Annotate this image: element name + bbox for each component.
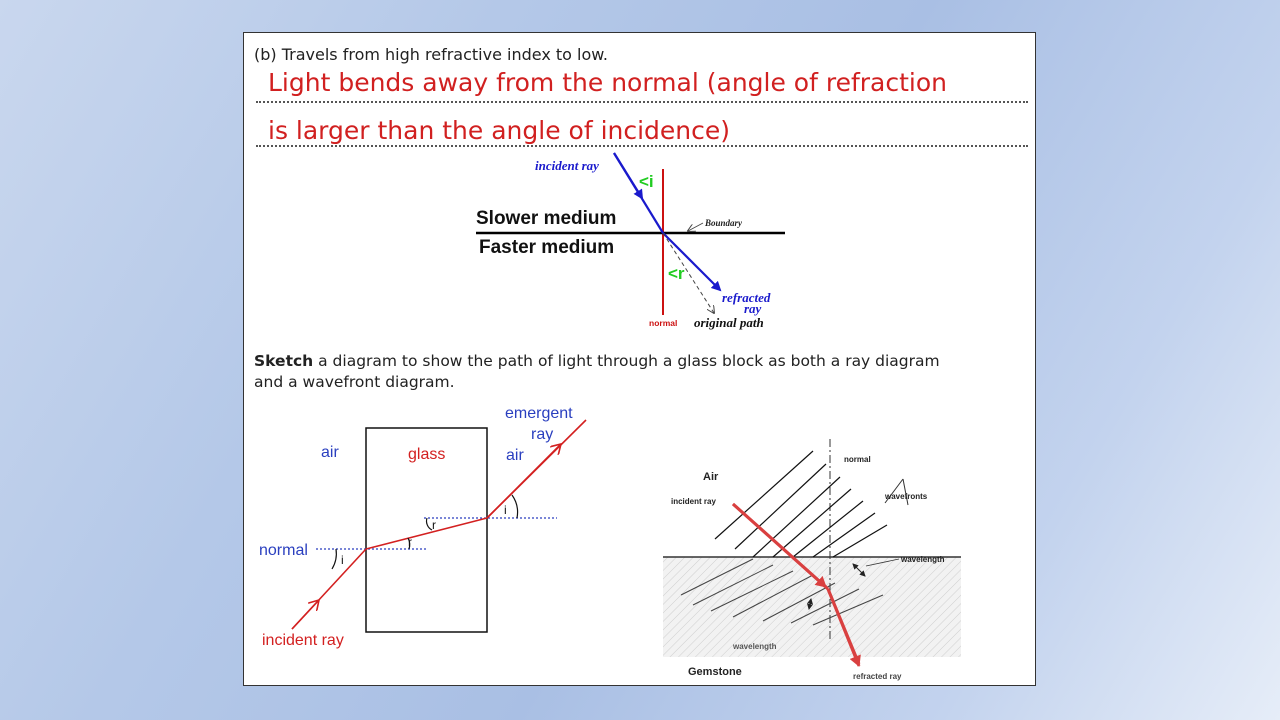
air-left-label: air — [321, 444, 339, 461]
incident-ray-label-2: incident ray — [262, 632, 344, 649]
emergent-ray-label-2: ray — [531, 426, 554, 443]
gem-normal-label: normal — [844, 455, 871, 464]
normal-label: normal — [649, 318, 678, 328]
angle-i-left-label: i — [341, 553, 344, 567]
emergent-ray-arrow — [487, 444, 561, 518]
answer-line-1: Light bends away from the normal (angle of refraction — [268, 68, 947, 97]
question-text: Travels from high refractive index to low. — [281, 45, 608, 64]
worksheet-slide — [243, 32, 1036, 686]
question-part-label: (b) — [254, 45, 277, 64]
gem-refracted-ray-label: refracted ray — [853, 672, 902, 681]
boundary-pointer — [688, 223, 703, 231]
wavefronts-label: wavefronts — [885, 492, 928, 501]
sketch-bold: Sketch — [254, 352, 314, 370]
angle-r-label: <r — [668, 264, 685, 283]
angle-i-right-label: i — [504, 503, 507, 517]
gem-incident-ray-label: incident ray — [671, 497, 716, 506]
slower-medium-label: Slower medium — [476, 208, 617, 229]
boundary-label: Boundary — [705, 218, 743, 228]
normal-label-2: normal — [259, 542, 308, 559]
gemstone-hatch — [663, 557, 961, 657]
original-path-label: original path — [694, 315, 764, 330]
angle-arc-i-left — [332, 549, 336, 569]
angle-i-label: <i — [639, 172, 654, 191]
wavefront-diagram — [663, 409, 961, 681]
angle-r-left-label: r — [408, 535, 412, 549]
incident-ray-arrow — [614, 153, 642, 198]
wavelength-top-label: wavelength — [901, 555, 945, 564]
angle-r-right-label: r — [432, 518, 436, 532]
angle-arc-i-right — [512, 495, 518, 518]
refracted-ray-label-2: ray — [744, 301, 762, 316]
air-wavefronts — [715, 451, 887, 557]
air-right-label: air — [506, 447, 524, 464]
sketch-text-2: and a wavefront diagram. — [254, 373, 455, 391]
answer-line-2: is larger than the angle of incidence) — [268, 116, 731, 145]
refracted-ray-label-1: refracted — [722, 290, 771, 305]
sketch-instruction — [254, 351, 940, 393]
gem-air-label: Air — [703, 471, 719, 483]
gemstone-label: Gemstone — [688, 666, 742, 678]
glass-label: glass — [408, 446, 446, 463]
incident-ray-arrow-2 — [292, 600, 319, 629]
wavelength-bottom-label: wavelength — [733, 642, 777, 651]
emergent-ray-label-1: emergent — [505, 405, 573, 422]
sketch-text-1: a diagram to show the path of light through a glass block as both a ray diagram — [313, 352, 940, 370]
incident-ray-label: incident ray — [535, 158, 599, 173]
faster-medium-label: Faster medium — [479, 237, 615, 258]
